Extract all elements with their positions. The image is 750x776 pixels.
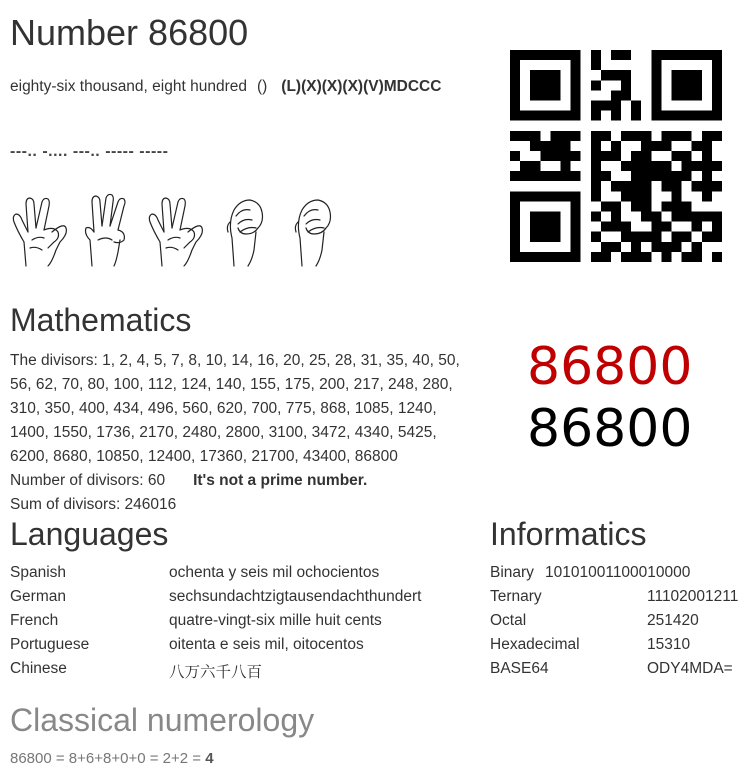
big-number-black: 86800 <box>527 399 693 459</box>
informatics-value: ODY4MDA= <box>647 660 733 677</box>
language-name: Spanish <box>10 564 67 581</box>
informatics-label: Octal <box>490 612 527 629</box>
hand-sign-0-icon <box>212 192 276 268</box>
divisor-count-row <box>10 469 367 493</box>
informatics-value: 10101001100010000 <box>545 564 691 581</box>
numerology-heading: Classical numerology <box>10 702 315 738</box>
roman-numeral: (L)(X)(X)(X)(V)MDCCC <box>281 78 442 95</box>
numerology-expression: 86800 = 8+6+8+0+0 = 2+2 = <box>10 750 206 767</box>
divisor-sum: Sum of divisors: 246016 <box>10 496 177 513</box>
language-name: Chinese <box>10 660 67 677</box>
qr-code-icon <box>510 50 722 262</box>
english-words: eighty-six thousand, eight hundred <box>10 78 247 95</box>
language-text: quatre-vingt-six mille huit cents <box>169 612 382 629</box>
informatics-value: 15310 <box>647 636 691 653</box>
hand-sign-8-icon <box>8 192 72 268</box>
page-title: Number 86800 <box>10 12 249 53</box>
language-text: sechsundachtzigtausendachthundert <box>169 588 422 605</box>
language-name: German <box>10 588 66 605</box>
language-text: 八万六千八百 <box>169 664 263 681</box>
language-name: French <box>10 612 59 629</box>
number-in-words <box>10 78 441 96</box>
divisor-count: Number of divisors: 60 <box>10 472 166 489</box>
hand-sign-8-icon <box>144 192 208 268</box>
languages-heading: Languages <box>10 516 169 552</box>
language-text: ochenta y seis mil ochocientos <box>169 564 380 581</box>
mathematics-heading: Mathematics <box>10 302 192 338</box>
informatics-label: Binary <box>490 564 534 581</box>
prime-status: It's not a prime number. <box>193 472 368 489</box>
language-name: Portuguese <box>10 636 90 653</box>
informatics-label: Ternary <box>490 588 542 605</box>
hand-sign-0-icon <box>280 192 344 268</box>
sign-language-hands <box>8 192 344 268</box>
numerology-formula <box>10 750 214 767</box>
language-text: oitenta e seis mil, oitocentos <box>169 636 364 653</box>
informatics-value: 251420 <box>647 612 699 629</box>
hand-sign-6-icon <box>76 192 140 268</box>
informatics-value: 11102001211 <box>647 588 739 605</box>
numerology-result: 4 <box>205 750 214 767</box>
informatics-label: BASE64 <box>490 660 549 677</box>
big-number-red: 86800 <box>527 337 693 397</box>
informatics-heading: Informatics <box>490 516 647 552</box>
paren: () <box>256 78 268 95</box>
morse-code: ---.. -.... ---.. ----- ----- <box>10 143 169 160</box>
informatics-label: Hexadecimal <box>490 636 580 653</box>
divisors-list: The divisors: 1, 2, 4, 5, 7, 8, 10, 14, 16, 20, 25, 28, 31, 35, 40, 50, 56, 62, 70, 80, 100, 112, 124, 140, 155, 175, 200, 217, 248, 280, 310, 350, 400, 434, 496, 560, 620, 700, 775, 868, 1085, 1240, 1400, 1550, 1736, 2170, 2480, 2800, 3100, 3472, 4340, 5425, 6200, 8680, 10850, 12400, 17360, 21700, 43400, 86800 <box>10 352 460 465</box>
